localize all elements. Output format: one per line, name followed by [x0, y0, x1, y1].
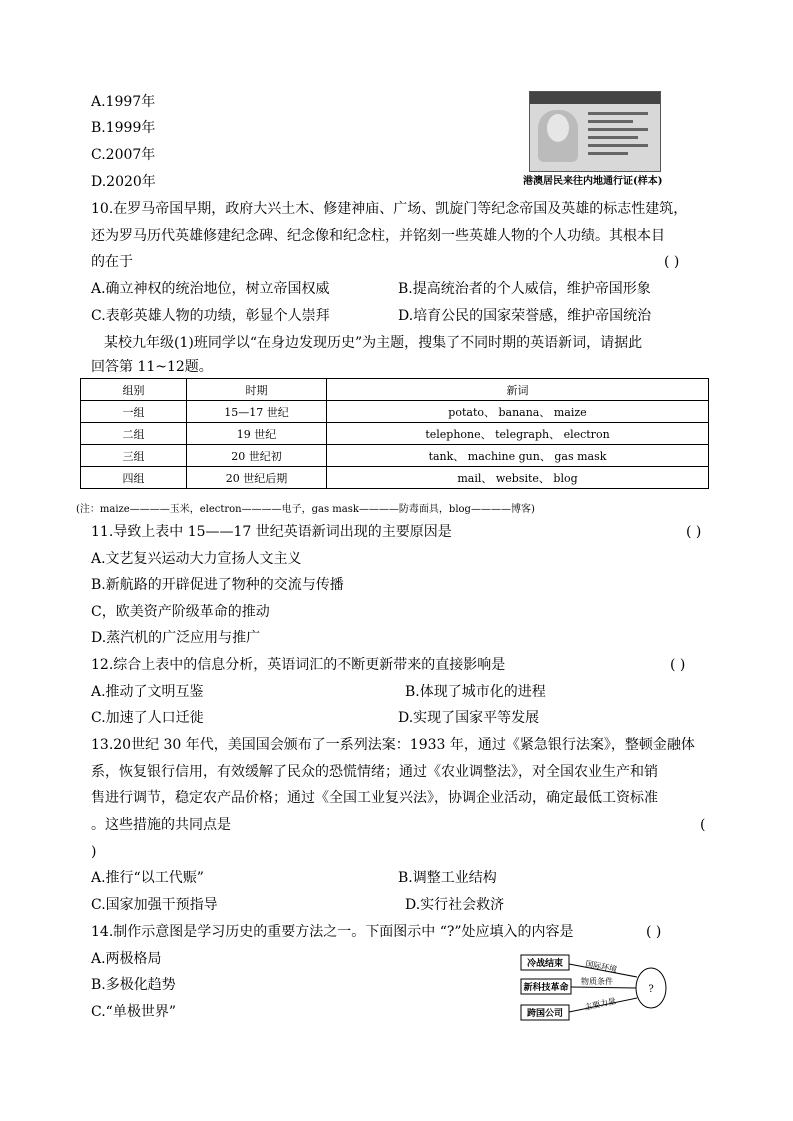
q9-option-b: B.1999年	[91, 120, 156, 136]
diagram-arrow-label: 国际环境	[584, 959, 618, 975]
q9-option-c: C.2007年	[91, 147, 156, 163]
q14-option-b: B.多极化趋势	[91, 977, 176, 993]
q10-stem-line1: 10.在罗马帝国早期，政府大兴土木、修建神庙、广场、凯旋门等纪念帝国及英雄的标志性建筑，	[91, 201, 688, 217]
table-row	[81, 445, 709, 467]
q9-option-d: D.2020年	[91, 174, 156, 190]
table-cell: 一组	[81, 401, 187, 423]
q13-option-b: B.调整工业结构	[398, 870, 497, 886]
q13-option-c: C.国家加强干预指导	[91, 897, 218, 913]
q10-option-b: B.提高统治者的个人威信，维护帝国形象	[398, 281, 651, 297]
q13-bracket-open: (	[700, 817, 706, 833]
q13-stem-line2: 系，恢复银行信用，有效缓解了民众的恐慌情绪；通过《农业调整法》，对全国农业生产和销	[91, 764, 658, 780]
table-cell: potato、 banana、 maize	[327, 401, 709, 423]
q11-option-c: C，欧美资产阶级革命的推动	[91, 604, 270, 620]
table-cell: 20 世纪后期	[187, 467, 327, 489]
table-cell: 20 世纪初	[187, 445, 327, 467]
diagram-arrow-label: 物质条件	[581, 977, 613, 986]
table-cell: tank、 machine gun、 gas mask	[327, 445, 709, 467]
q12-answer-bracket: ( )	[670, 657, 686, 673]
table-header: 时期	[187, 379, 327, 401]
q14-answer-bracket: ( )	[646, 924, 662, 940]
table-cell: 15—17 世纪	[187, 401, 327, 423]
table-row	[81, 467, 709, 489]
q10-answer-bracket: ( )	[664, 254, 680, 270]
q14-stem: 14.制作示意图是学习历史的重要方法之一。下面图示中 “?”处应填入的内容是	[91, 924, 574, 940]
q13-stem-line4: 。这些措施的共同点是	[91, 817, 231, 833]
q10-stem-line3: 的在于	[91, 254, 133, 270]
q14-option-c: C.“单极世界”	[91, 1004, 176, 1020]
q13-stem-line1: 13.20世纪 30 年代，美国国会颁布了一系列法案：1933 年，通过《紧急银行法案》，整顿金融体	[91, 737, 695, 753]
q12-option-a: A.推动了文明互鉴	[91, 684, 204, 700]
travel-permit-image	[529, 91, 661, 172]
q11-answer-bracket: ( )	[686, 524, 702, 540]
q12-stem: 12.综合上表中的信息分析，英语词汇的不断更新带来的直接影响是	[91, 657, 506, 673]
q13-bracket-close: )	[91, 844, 97, 860]
q9-option-a: A.1997年	[91, 94, 156, 110]
intro-line2: 回答第 11~12题。	[91, 359, 213, 375]
q12-option-c: C.加速了人口迁徙	[91, 710, 204, 726]
q10-option-c: C.表彰英雄人物的功绩，彰显个人崇拜	[91, 308, 330, 324]
q12-option-b: B.体现了城市化的进程	[405, 684, 546, 700]
intro-line1: 某校九年级(1)班同学以“在身边发现历史”为主题，搜集了不同时期的英语新词，请据此	[104, 335, 643, 351]
table-cell: 19 世纪	[187, 423, 327, 445]
q10-option-a: A.确立神权的统治地位，树立帝国权威	[91, 281, 330, 297]
table-row	[81, 401, 709, 423]
q10-stem-line2: 还为罗马历代英雄修建纪念碑、纪念像和纪念柱，并铭刻一些英雄人物的个人功绩。其根本目	[91, 228, 665, 244]
table-header: 新词	[327, 379, 709, 401]
q11-stem: 11.导致上表中 15——17 世纪英语新词出现的主要原因是	[91, 524, 452, 540]
table-cell: 二组	[81, 423, 187, 445]
q14-diagram	[519, 952, 669, 1027]
table-header: 组别	[81, 379, 187, 401]
diagram-arrow-label: 主要力量	[583, 996, 617, 1012]
q13-stem-line3: 售进行调节，稳定农产品价格；通过《全国工业复兴法》，协调企业活动，确定最低工资标准	[91, 790, 658, 806]
table-note: (注：maize————玉米，electron————电子，gas mask————防毒面具，blog————博客)	[76, 504, 535, 515]
q10-option-d: D.培育公民的国家荣誉感，维护帝国统治	[398, 308, 652, 324]
diagram-center-label: ?	[648, 984, 654, 995]
table-header-row	[81, 379, 709, 401]
words-table	[80, 378, 709, 489]
image-caption: 港澳居民来往内地通行证(样本)	[523, 176, 663, 187]
q13-option-a: A.推行“以工代赈”	[91, 870, 204, 886]
table-cell: 四组	[81, 467, 187, 489]
q11-option-d: D.蒸汽机的广泛应用与推广	[91, 630, 261, 646]
q11-option-a: A.文艺复兴运动大力宣扬人文主义	[91, 551, 302, 567]
q11-option-b: B.新航路的开辟促进了物种的交流与传播	[91, 577, 344, 593]
q12-option-d: D.实现了国家平等发展	[398, 710, 540, 726]
diagram-box-label: 跨国公司	[526, 1009, 564, 1019]
table-cell: telephone、 telegraph、 electron	[327, 423, 709, 445]
diagram-box-label: 冷战结束	[526, 959, 564, 969]
q13-option-d: D.实行社会救济	[405, 897, 505, 913]
table-row	[81, 423, 709, 445]
diagram-box-label: 新科技革命	[523, 983, 569, 993]
diagram-arrow	[571, 987, 637, 988]
table-cell: 三组	[81, 445, 187, 467]
q14-option-a: A.两极格局	[91, 951, 162, 967]
table-cell: mail、 website、 blog	[327, 467, 709, 489]
